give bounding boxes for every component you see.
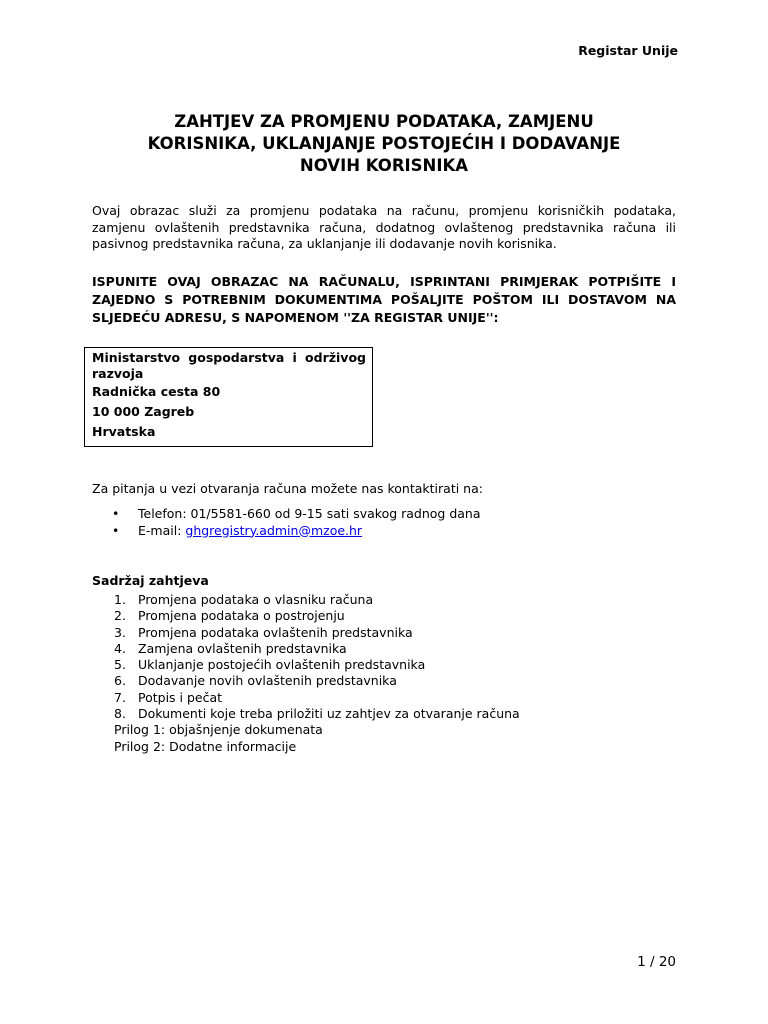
header-register-label: Registar Unije xyxy=(578,43,678,58)
list-item-number: 4. xyxy=(114,640,126,656)
list-item-number: 6. xyxy=(114,673,126,689)
contact-intro: Za pitanja u vezi otvaranja računa možete nas kontaktirati na: xyxy=(92,481,483,496)
list-item xyxy=(114,706,520,722)
page-number: 1 / 20 xyxy=(637,954,676,970)
list-item-number: 7. xyxy=(114,689,126,705)
title-line: NOVIH KORISNIKA xyxy=(299,156,469,175)
list-item-text: Dodavanje novih ovlaštenih predstavnika xyxy=(138,673,397,689)
title-line: ZAHTJEV ZA PROMJENU PODATAKA, ZAMJENU xyxy=(174,112,594,131)
list-item xyxy=(114,657,520,673)
contact-phone-item xyxy=(112,506,481,523)
list-item xyxy=(114,608,520,624)
document-title xyxy=(92,111,676,177)
list-item xyxy=(114,625,520,641)
list-item-text: Uklanjanje postojećih ovlaštenih predstavnika xyxy=(138,657,426,673)
list-item xyxy=(114,673,520,689)
address-organization: Ministarstvo gospodarstva i održivog razvoja xyxy=(92,350,366,381)
contact-email-item xyxy=(112,523,481,540)
annex-item: Prilog 1: objašnjenje dokumenata xyxy=(114,722,323,738)
list-item-number: 3. xyxy=(114,624,126,640)
list-item-text: Promjena podataka o postrojenju xyxy=(138,608,345,624)
contact-email-label: E-mail: xyxy=(138,522,186,538)
annex-item: Prilog 2: Dodatne informacije xyxy=(114,738,297,754)
list-item-text: Zamjena ovlaštenih predstavnika xyxy=(138,640,347,656)
address-country: Hrvatska xyxy=(92,424,156,439)
list-item xyxy=(114,592,520,608)
list-item-number: 2. xyxy=(114,608,126,624)
title-line: KORISNIKA, UKLANJANJE POSTOJEĆIH I DODAVANJE xyxy=(147,134,621,153)
bullet-icon: • xyxy=(112,506,120,521)
address-box xyxy=(84,347,373,447)
contents-list xyxy=(114,592,520,755)
intro-paragraph: Ovaj obrazac služi za promjenu podataka na računu, promjenu korisničkih podataka, zamjenu ovlaštenih predstavnika računa, dodatnog ovlaštenog predstavnika računa ili pasivnog predstavnika računa, za uklanjanje ili dodavanje novih korisnika. xyxy=(92,203,676,251)
list-item-text: Dokumenti koje treba priložiti uz zahtjev za otvaranje računa xyxy=(138,706,520,722)
contact-list xyxy=(112,506,481,539)
instructions-paragraph: ISPUNITE OVAJ OBRAZAC NA RAČUNALU, ISPRINTANI PRIMJERAK POTPIŠITE I ZAJEDNO S POTREBNIM DOKUMENTIMA POŠALJITE POŠTOM ILI DOSTAVOM NA SLJEDEĆU ADRESU, S NAPOMENOM ''ZA REGISTAR UNIJE'': xyxy=(92,274,676,325)
contents-title: Sadržaj zahtjeva xyxy=(92,573,209,588)
contact-phone: Telefon: 01/5581-660 od 9-15 sati svakog radnog dana xyxy=(138,506,481,521)
bullet-icon: • xyxy=(112,522,120,538)
list-item-number: 5. xyxy=(114,657,126,673)
list-item-text: Promjena podataka o vlasniku računa xyxy=(138,592,374,607)
list-item-text: Promjena podataka ovlaštenih predstavnika xyxy=(138,624,413,640)
address-city: 10 000 Zagreb xyxy=(92,404,195,419)
list-item-text: Potpis i pečat xyxy=(138,689,223,705)
list-item xyxy=(114,641,520,657)
address-street: Radnička cesta 80 xyxy=(92,384,221,399)
list-item xyxy=(114,690,520,706)
contact-email-link[interactable]: ghgregistry.admin@mzoe.hr xyxy=(185,522,363,538)
list-item-number: 1. xyxy=(114,592,126,607)
list-item-number: 8. xyxy=(114,706,126,722)
